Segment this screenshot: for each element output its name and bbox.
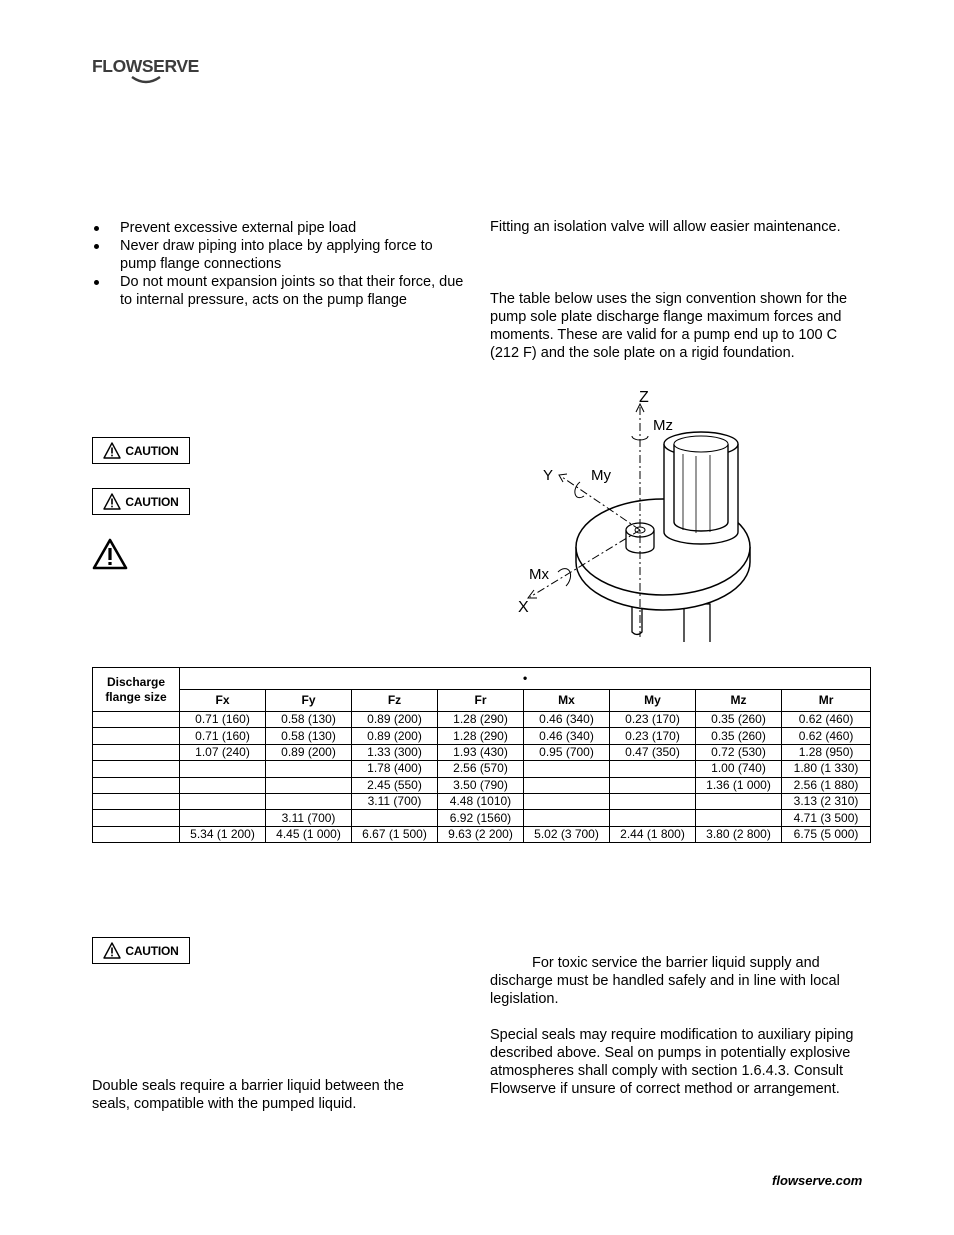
table-cell xyxy=(524,777,610,793)
table-cell xyxy=(610,777,696,793)
table-cell: 1.36 (1 000) xyxy=(696,777,782,793)
table-cell xyxy=(524,810,610,826)
mx-rotation-arrow-icon xyxy=(558,569,571,586)
flange-size-cell xyxy=(93,712,180,728)
warning-triangle-icon xyxy=(103,442,121,459)
column-header: Fz xyxy=(352,690,438,712)
column-header: Mr xyxy=(782,690,871,712)
table-cell: 0.46 (340) xyxy=(524,728,610,744)
bullet-item: Prevent excessive external pipe load xyxy=(92,219,470,237)
flowserve-logo xyxy=(92,52,204,88)
bullet-item: Never draw piping into place by applying force to pump flange connections xyxy=(92,237,470,273)
flange-loads-table xyxy=(92,667,871,843)
table-cell: 0.89 (200) xyxy=(352,728,438,744)
table-cell: 4.71 (3 500) xyxy=(782,810,871,826)
caution-label: CAUTION xyxy=(125,943,179,958)
table-column-header-row xyxy=(93,690,871,712)
table-cell: 0.23 (170) xyxy=(610,728,696,744)
pipe-load-bullets xyxy=(92,219,470,309)
table-cell: 1.28 (950) xyxy=(782,744,871,760)
table-cell: 0.58 (130) xyxy=(266,728,352,744)
table-row xyxy=(93,793,871,809)
table-cell: 5.34 (1 200) xyxy=(180,826,266,842)
table-cell: 0.62 (460) xyxy=(782,712,871,728)
flange-size-cell xyxy=(93,728,180,744)
table-cell: 0.62 (460) xyxy=(782,728,871,744)
special-seals-paragraph: Special seals may require modification to auxiliary piping described above. Seal on pumps in potentially explosive atmospheres shall comply with section 1.6.4.3. Consult Flowserve if unsure of correct method or arrangement. xyxy=(490,1027,854,1097)
table-row xyxy=(93,761,871,777)
table-cell: 0.58 (130) xyxy=(266,712,352,728)
table-cell xyxy=(352,810,438,826)
flange-size-cell xyxy=(93,761,180,777)
table-cell xyxy=(180,761,266,777)
logo-swoosh-icon xyxy=(92,52,204,88)
x-axis-arrow-icon xyxy=(528,590,537,598)
table-cell: 1.28 (290) xyxy=(438,728,524,744)
table-cell xyxy=(524,793,610,809)
table-row xyxy=(93,728,871,744)
table-row xyxy=(93,777,871,793)
my-label: My xyxy=(591,467,611,484)
table-cell: 4.48 (1010) xyxy=(438,793,524,809)
warning-triangle-icon xyxy=(103,493,121,510)
table-cell: 4.45 (1 000) xyxy=(266,826,352,842)
table-cell: 1.78 (400) xyxy=(352,761,438,777)
column-header: My xyxy=(610,690,696,712)
table-cell: 3.11 (700) xyxy=(266,810,352,826)
toxic-service-paragraph: For toxic service the barrier liquid supply and discharge must be handled safely and in line with local legislation. xyxy=(490,955,840,1007)
forces-moments-group-header: • xyxy=(180,668,871,690)
caution-notice xyxy=(92,488,190,515)
table-cell: 3.11 (700) xyxy=(352,793,438,809)
table-cell xyxy=(266,761,352,777)
column-header: Fx xyxy=(180,690,266,712)
column-header: Fr xyxy=(438,690,524,712)
table-cell xyxy=(524,761,610,777)
table-cell: 5.02 (3 700) xyxy=(524,826,610,842)
flange-size-cell xyxy=(93,826,180,842)
warning-triangle-icon xyxy=(103,942,121,959)
mz-label: Mz xyxy=(653,417,673,434)
flange-size-cell xyxy=(93,810,180,826)
table-cell: 6.75 (5 000) xyxy=(782,826,871,842)
table-header-row xyxy=(93,668,871,690)
table-cell: 2.56 (1 880) xyxy=(782,777,871,793)
table-cell: 3.13 (2 310) xyxy=(782,793,871,809)
caution-notice xyxy=(92,937,190,964)
footer-url: flowserve.com xyxy=(772,1173,863,1188)
table-cell: 1.28 (290) xyxy=(438,712,524,728)
table-cell: 2.45 (550) xyxy=(352,777,438,793)
table-cell xyxy=(180,810,266,826)
table-cell xyxy=(696,793,782,809)
column-header: Mz xyxy=(696,690,782,712)
table-cell: 1.33 (300) xyxy=(352,744,438,760)
discharge-flange xyxy=(664,432,738,544)
table-row xyxy=(93,744,871,760)
table-cell: 0.47 (350) xyxy=(610,744,696,760)
table-cell: 0.95 (700) xyxy=(524,744,610,760)
y-axis-label: Y xyxy=(543,467,554,484)
column-header: Fy xyxy=(266,690,352,712)
z-axis-label: Z xyxy=(639,389,649,406)
table-cell: 6.67 (1 500) xyxy=(352,826,438,842)
mx-label: Mx xyxy=(529,566,549,583)
table-cell: 0.35 (260) xyxy=(696,728,782,744)
table-cell: 0.72 (530) xyxy=(696,744,782,760)
table-cell xyxy=(610,761,696,777)
caution-notice xyxy=(92,437,190,464)
isolation-valve-text: Fitting an isolation valve will allow easier maintenance. xyxy=(490,219,841,235)
double-seals-paragraph: Double seals require a barrier liquid between the seals, compatible with the pumped liquid. xyxy=(92,1078,404,1112)
table-cell: 2.56 (570) xyxy=(438,761,524,777)
table-cell: 0.35 (260) xyxy=(696,712,782,728)
table-cell: 0.89 (200) xyxy=(352,712,438,728)
table-cell: 6.92 (1560) xyxy=(438,810,524,826)
danger-triangle-icon xyxy=(92,538,128,570)
table-cell: 0.23 (170) xyxy=(610,712,696,728)
table-cell: 1.80 (1 330) xyxy=(782,761,871,777)
flange-size-cell xyxy=(93,777,180,793)
table-cell: 0.46 (340) xyxy=(524,712,610,728)
discharge-flange-size-header: Discharge flange size xyxy=(93,668,180,712)
table-cell xyxy=(180,793,266,809)
table-cell: 1.93 (430) xyxy=(438,744,524,760)
table-cell xyxy=(180,777,266,793)
caution-label: CAUTION xyxy=(125,443,179,458)
table-cell xyxy=(610,810,696,826)
table-cell: 3.50 (790) xyxy=(438,777,524,793)
sole-plate-axis-diagram xyxy=(510,382,770,642)
column-header: Mx xyxy=(524,690,610,712)
table-cell: 1.07 (240) xyxy=(180,744,266,760)
table-cell: 2.44 (1 800) xyxy=(610,826,696,842)
x-axis-label: X xyxy=(518,599,529,616)
table-cell: 0.71 (160) xyxy=(180,712,266,728)
table-cell: 0.89 (200) xyxy=(266,744,352,760)
table-cell: 9.63 (2 200) xyxy=(438,826,524,842)
table-cell xyxy=(610,793,696,809)
table-cell: 0.71 (160) xyxy=(180,728,266,744)
table-row xyxy=(93,810,871,826)
bullet-item: Do not mount expansion joints so that their force, due to internal pressure, acts on the pump flange xyxy=(92,273,470,309)
table-row xyxy=(93,712,871,728)
sign-convention-text: The table below uses the sign convention shown for the pump sole plate discharge flange maximum forces and moments. These are valid for a pump end up to 100 C (212 F) and the sole plate on a rigid foundation. xyxy=(490,291,848,361)
table-cell: 1.00 (740) xyxy=(696,761,782,777)
caution-label: CAUTION xyxy=(125,494,179,509)
my-rotation-arrow-icon xyxy=(575,482,584,498)
flange-size-cell xyxy=(93,793,180,809)
table-cell xyxy=(696,810,782,826)
table-cell xyxy=(266,777,352,793)
table-cell xyxy=(266,793,352,809)
table-cell: 3.80 (2 800) xyxy=(696,826,782,842)
table-row xyxy=(93,826,871,842)
flange-size-cell xyxy=(93,744,180,760)
logo-wordmark: FLOWSERVE xyxy=(92,56,199,76)
